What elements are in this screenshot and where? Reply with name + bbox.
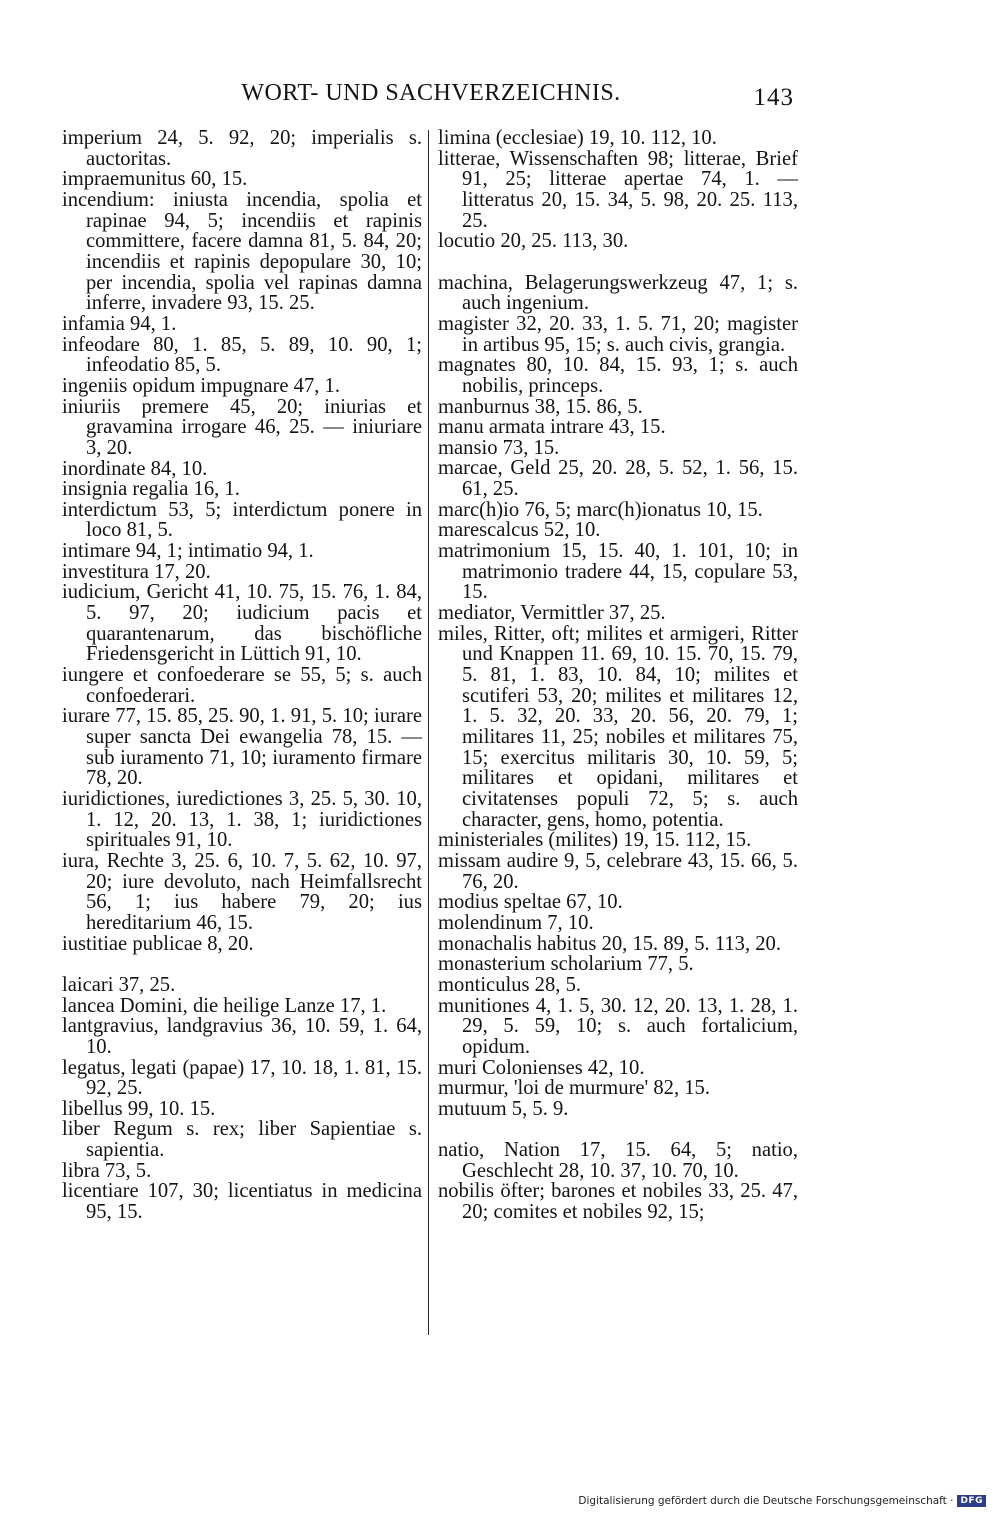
index-entry: iura, Rechte 3, 25. 6, 10. 7, 5. 62, 10. 97, 20; iure devoluto, nach Heimfallsrecht 56, 1; ius habere 79, 20; ius hereditarium 46, 15.: [62, 849, 422, 934]
index-entry: miles, Ritter, oft; milites et armigeri, Ritter und Knappen 11. 69, 10. 15. 70, 15. 79, 5. 81, 1. 83, 10. 84, 10; milites et scutiferi 53, 20; milites et militares 12, 1. 5. 32, 20. 33, 20. 56, 20. 79, 1; militares 11, 25; nobiles et militares 75, 15; exercitus militaris 30, 10. 59, 5; militares et opidani, militares et civitatenses populi 72, 5; s. auch character, gens, homo, potentia.: [438, 622, 798, 831]
index-entry: incendium: iniusta incendia, spolia et rapinae 94, 5; incendiis et rapinis committere, facere damna 81, 5. 84, 20; incendiis et rapinis depopulare 30, 10; per incendia, spolia vel rapinas damna inferre, invadere 93, 15. 25.: [62, 188, 422, 315]
index-entry: mansio 73, 15.: [438, 436, 560, 459]
index-entry: magister 32, 20. 33, 1. 5. 71, 20; magister in artibus 95, 15; s. auch civis, grangia.: [438, 312, 798, 356]
index-entry: limina (ecclesiae) 19, 10. 112, 10.: [438, 127, 717, 149]
index-entry: infamia 94, 1.: [62, 312, 177, 335]
index-entry: libra 73, 5.: [62, 1159, 152, 1182]
index-entry: murmur, 'loi de murmure' 82, 15.: [438, 1077, 710, 1100]
index-entry: mediator, Vermittler 37, 25.: [438, 602, 666, 625]
index-entry: infeodare 80, 1. 85, 5. 89, 10. 90, 1; infeodatio 85, 5.: [62, 333, 422, 377]
index-entry: iurare 77, 15. 85, 25. 90, 1. 91, 5. 10; iurare super sancta Dei ewangelia 78, 15. — sub iuramento 71, 10; iuramento firmare 78, 20.: [62, 705, 422, 790]
index-entry: marescalcus 52, 10.: [438, 519, 601, 542]
index-entry: monticulus 28, 5.: [438, 973, 582, 996]
index-column-right: [438, 128, 798, 1223]
index-entry: missam audire 9, 5, celebrare 43, 15. 66, 5. 76, 20.: [438, 849, 798, 893]
index-entry: inordinate 84, 10.: [62, 457, 208, 480]
index-entry: laicari 37, 25.: [62, 973, 176, 996]
index-entry: lantgravius, landgravius 36, 10. 59, 1. 64, 10.: [62, 1015, 422, 1058]
index-entry: licentiare 107, 30; licentiatus in medicina 95, 15.: [62, 1180, 422, 1224]
index-entry: investitura 17, 20.: [62, 560, 211, 583]
index-entry: monasterium scholarium 77, 5.: [438, 953, 694, 976]
index-entry: legatus, legati (papae) 17, 10. 18, 1. 81, 15. 92, 25.: [62, 1056, 422, 1100]
index-entry: molendinum 7, 10.: [438, 911, 594, 934]
index-entry: iungere et confoederare se 55, 5; s. auch confoederari.: [62, 664, 422, 707]
index-entry: litterae, Wissenschaften 98; litterae, Brief 91, 25; litterae apertae 74, 1. — litteratus 20, 15. 34, 5. 98, 20. 25. 113, 25.: [438, 147, 798, 232]
index-entry: magnates 80, 10. 84, 15. 93, 1; s. auch nobilis, princeps.: [438, 354, 798, 397]
index-entry: intimare 94, 1; intimatio 94, 1.: [62, 540, 314, 563]
running-head: WORT- UND SACHVERZEICHNIS.: [241, 80, 621, 106]
index-entry: interdictum 53, 5; interdictum ponere in loco 81, 5.: [62, 498, 422, 542]
index-entry: mutuum 5, 5. 9.: [438, 1097, 569, 1120]
index-entry: munitiones 4, 1. 5, 30. 12, 20. 13, 1. 28, 1. 29, 5. 59, 10; s. auch fortalicium, opidum.: [438, 994, 798, 1058]
index-entry: liber Regum s. rex; liber Sapientiae s. sapientia.: [62, 1118, 422, 1162]
index-entry: insignia regalia 16, 1.: [62, 478, 240, 501]
digitization-credit: [578, 1495, 986, 1507]
dfg-logo: DFG: [957, 1495, 986, 1507]
index-entry: marc(h)io 76, 5; marc(h)ionatus 10, 15.: [438, 498, 763, 521]
index-entry: lancea Domini, die heilige Lanze 17, 1.: [62, 994, 387, 1017]
index-entry: impraemunitus 60, 15.: [62, 168, 248, 191]
index-entry: machina, Belagerungswerkzeug 47, 1; s. auch ingenium.: [438, 271, 798, 315]
page-header: [62, 80, 800, 120]
index-entry: locutio 20, 25. 113, 30.: [438, 230, 629, 253]
index-entry: iustitiae publicae 8, 20.: [62, 932, 254, 955]
index-entry: ministeriales (milites) 19, 15. 112, 15.: [438, 829, 752, 852]
credit-text: Digitalisierung gefördert durch die Deutsche Forschungsgemeinschaft ·: [578, 1495, 954, 1507]
index-entry: libellus 99, 10. 15.: [62, 1097, 216, 1120]
index-entry: matrimonium 15, 15. 40, 1. 101, 10; in matrimonio tradere 44, 15, copulare 53, 15.: [438, 540, 798, 604]
index-entry: manu armata intrare 43, 15.: [438, 416, 666, 439]
index-entry: marcae, Geld 25, 20. 28, 5. 52, 1. 56, 15. 61, 25.: [438, 457, 798, 501]
index-entry: iuridictiones, iuredictiones 3, 25. 5, 30. 10, 1. 12, 20. 13, 1. 38, 1; iuridictiones spirituales 91, 10.: [62, 788, 422, 852]
index-column-left: [62, 128, 422, 1223]
index-entry: ingeniis opidum impugnare 47, 1.: [62, 374, 340, 397]
index-entry: iniuriis premere 45, 20; iniurias et gravamina irrogare 46, 25. — iniuriare 3, 20.: [62, 395, 422, 459]
index-entry: imperium 24, 5. 92, 20; imperialis s. auctoritas.: [62, 127, 422, 170]
index-entry: nobilis öfter; barones et nobiles 33, 25. 47, 20; comites et nobiles 92, 15;: [438, 1180, 798, 1224]
page-number: 143: [753, 84, 794, 111]
index-entry: monachalis habitus 20, 15. 89, 5. 113, 20.: [438, 932, 782, 955]
index-entry: muri Colonienses 42, 10.: [438, 1056, 645, 1079]
index-entry: natio, Nation 17, 15. 64, 5; natio, Geschlecht 28, 10. 37, 10. 70, 10.: [438, 1139, 798, 1182]
index-entry: modius speltae 67, 10.: [438, 891, 623, 914]
index-entry: iudicium, Gericht 41, 10. 75, 15. 76, 1. 84, 5. 97, 20; iudicium pacis et quarantenarum, das bischöfliche Friedensgericht in Lüttich 91, 10.: [62, 581, 422, 666]
column-divider: [428, 130, 429, 1335]
index-entry: manburnus 38, 15. 86, 5.: [438, 395, 643, 418]
